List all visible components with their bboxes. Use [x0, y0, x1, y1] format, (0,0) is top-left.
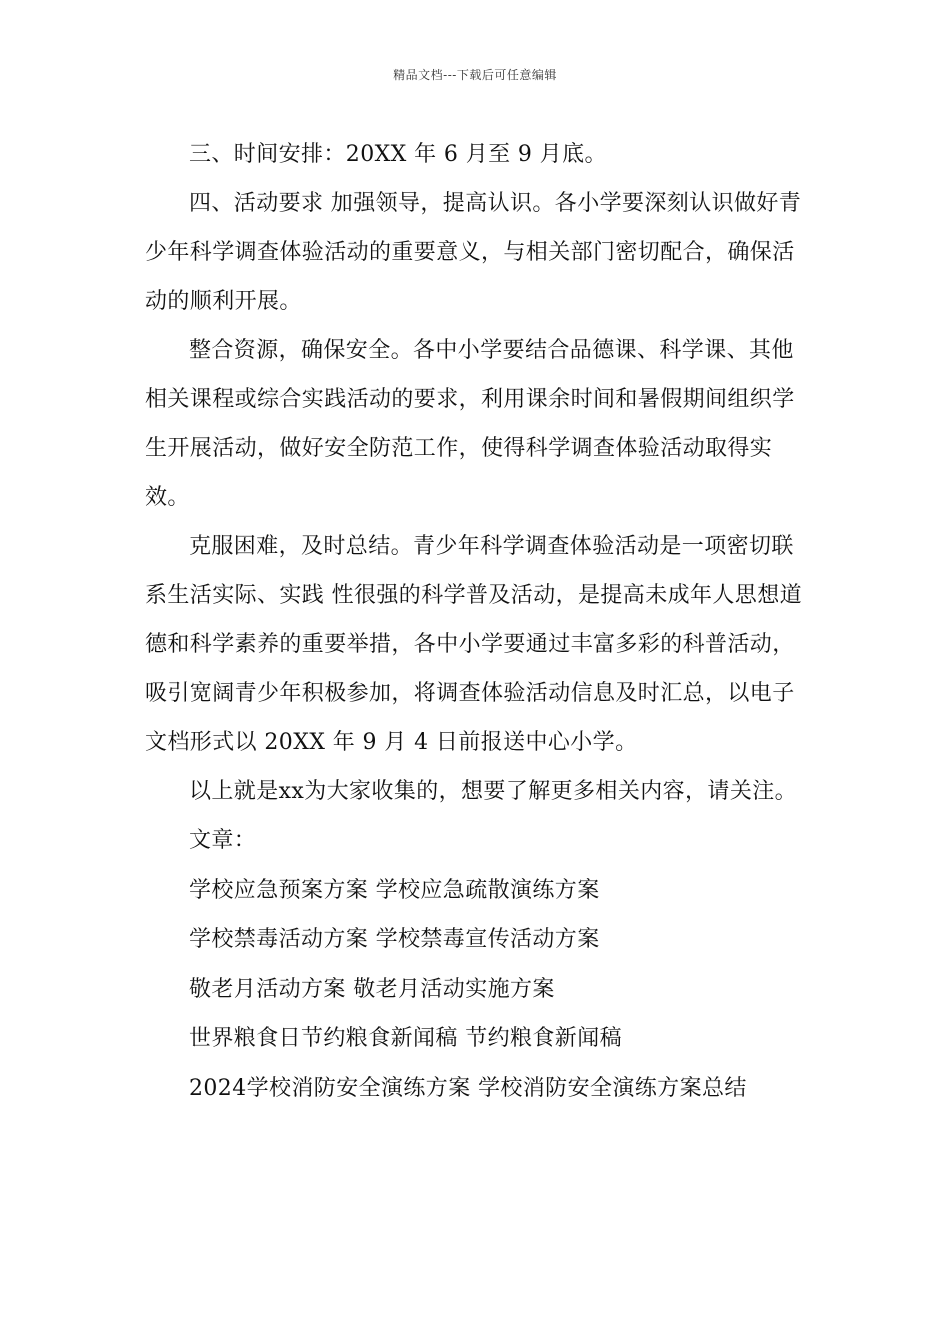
page-header: 精品文档---下载后可任意编辑 [393, 68, 557, 82]
article-link[interactable]: 2024学校消防安全演练方案 学校消防安全演练方案总结 [189, 1075, 747, 1101]
article-link[interactable]: 学校应急预案方案 学校应急疏散演练方案 [189, 877, 600, 903]
paragraph-schedule: 三、时间安排：20XX 年 6 月至 9 月底。 [189, 142, 607, 167]
document-body [145, 130, 810, 1113]
paragraph-summary: 克服困难，及时总结。青少年科学调查体验活动是一项密切联系生活实际、实践 性很强的科学普及活动，是提高未成年人思想道德和科学素养的重要举措，各中小学要通过丰富多彩的科普活动，吸引宽阔青少年积极参加，将调查体验活动信息及时汇总，以电子文档形式以 20XX 年 9 月 4 日前报送中心小学。 [145, 534, 802, 755]
paragraph-safety: 整合资源，确保安全。各中小学要结合品德课、科学课、其他相关课程或综合实践活动的要求，利用课余时间和暑假期间组织学生开展活动，做好安全防范工作，使得科学调查体验活动取得实效。 [145, 338, 795, 510]
article-link[interactable]: 世界粮食日节约粮食新闻稿 节约粮食新闻稿 [189, 1026, 622, 1051]
paragraph-requirements: 四、活动要求 加强领导，提高认识。各小学要深刻认识做好青少年科学调查体验活动的重要意义，与相关部门密切配合，确保活动的顺利开展。 [145, 191, 802, 314]
article-link[interactable]: 敬老月活动方案 敬老月活动实施方案 [189, 976, 555, 1002]
paragraph-closing: 以上就是xx为大家收集的，想要了解更多相关内容，请关注。 [189, 779, 798, 804]
articles-label: 文章： [189, 828, 257, 853]
article-link[interactable]: 学校禁毒活动方案 学校禁毒宣传活动方案 [189, 927, 600, 952]
